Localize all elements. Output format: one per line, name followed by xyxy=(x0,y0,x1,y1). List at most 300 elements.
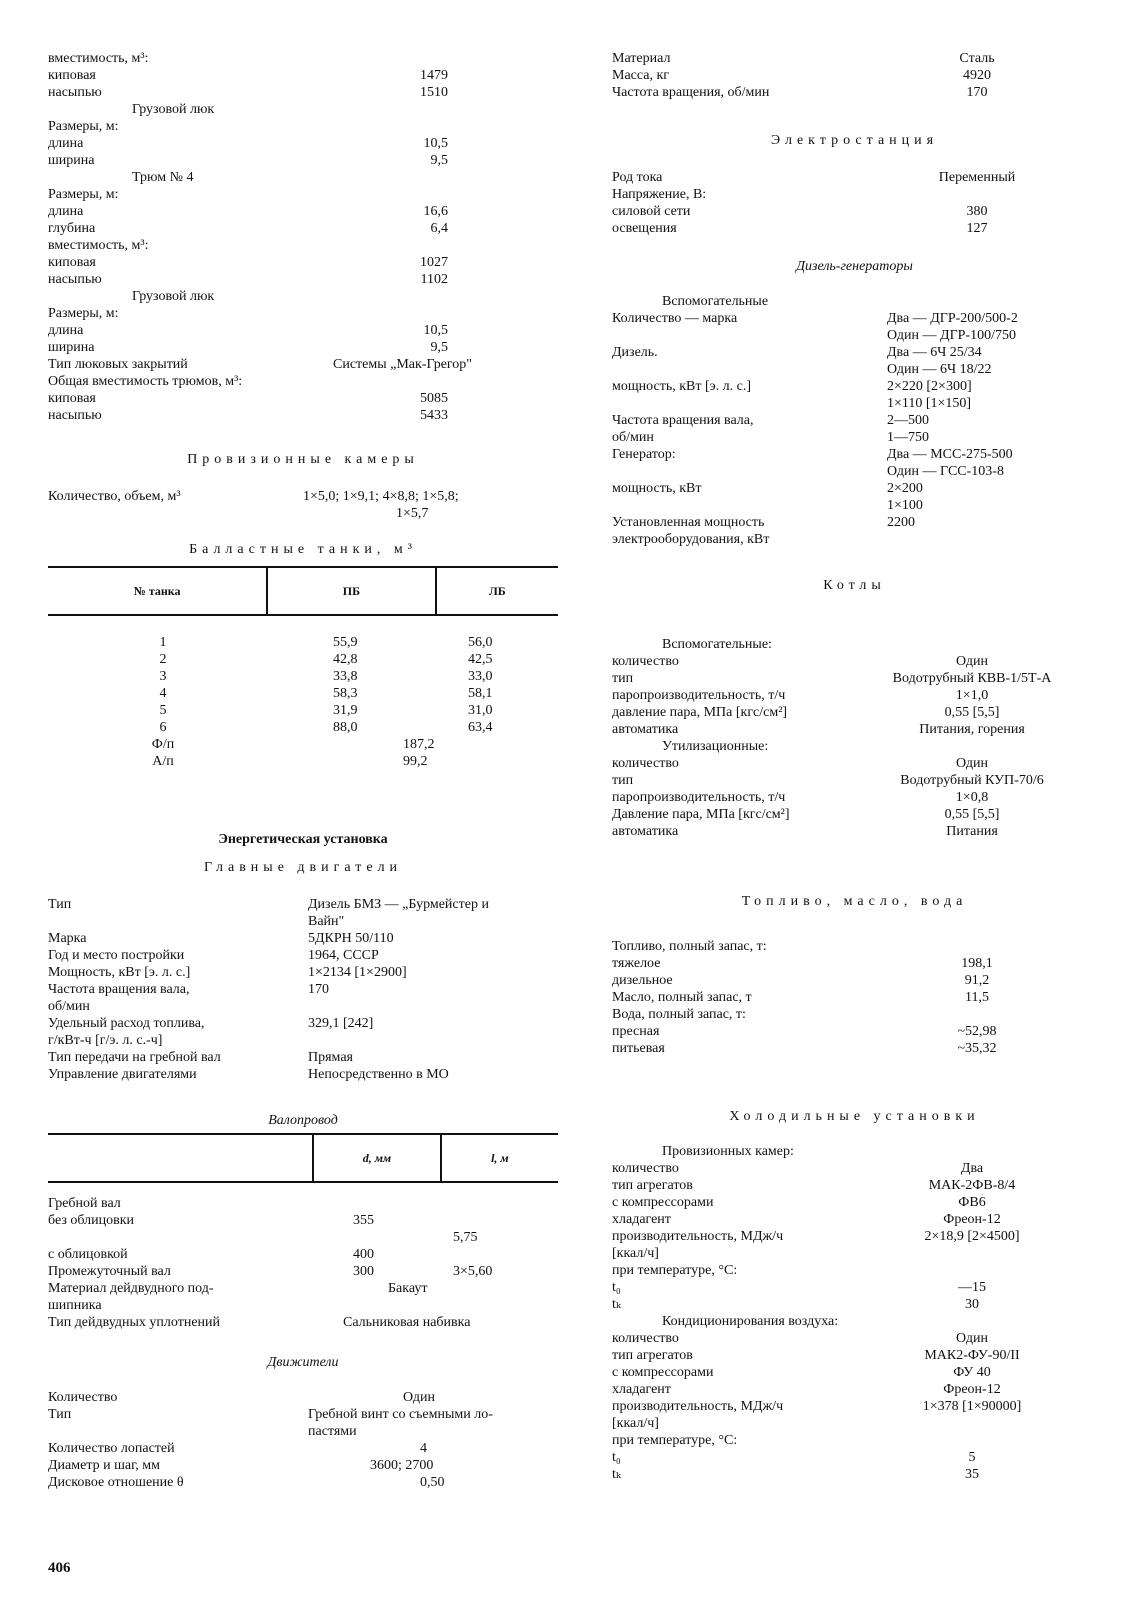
spec-label: количество xyxy=(612,654,679,669)
spec-row xyxy=(48,356,558,373)
spec-value: Фреон-12 xyxy=(943,1382,1001,1397)
section-title-power-plant: Электростанция xyxy=(770,133,939,148)
spec-row xyxy=(612,220,1097,237)
spec-value: 35 xyxy=(965,1467,979,1482)
fuel-block xyxy=(612,938,1097,1057)
tank-ps: 88,0 xyxy=(333,720,358,735)
subheading: Утилизационные: xyxy=(662,739,769,754)
shaft-label: Гребной вал xyxy=(48,1196,121,1211)
spec-label: количество xyxy=(612,756,679,771)
spec-value: 3600; 2700 xyxy=(370,1458,434,1473)
spec-label: Тип дейдвудных уплотнений xyxy=(48,1315,221,1330)
spec-row xyxy=(612,1211,1097,1228)
spec-row xyxy=(612,955,1097,972)
spec-label: автоматика xyxy=(612,722,679,737)
spec-label: дизельное xyxy=(612,973,673,988)
spec-label: хладагент xyxy=(612,1382,671,1397)
spec-value: Прямая xyxy=(308,1050,353,1065)
spec-value: Один — 6Ч 18/22 xyxy=(887,362,992,377)
spec-value: 4920 xyxy=(963,68,991,83)
spec-label: tₖ xyxy=(612,1467,621,1482)
spec-value: МАК-2ФВ-8/4 xyxy=(928,1178,1016,1193)
spec-row xyxy=(48,1440,558,1457)
spec-label: Тип передачи на гребной вал xyxy=(48,1050,221,1065)
spec-row xyxy=(612,1415,1097,1432)
spec-value: Один xyxy=(403,1390,436,1405)
spec-row xyxy=(48,998,558,1015)
spec-row xyxy=(612,310,1097,327)
spec-value: 30 xyxy=(965,1297,979,1312)
subheading: Грузовой люк xyxy=(132,289,215,304)
spec-label: Количество лопастей xyxy=(48,1441,175,1456)
spec-row xyxy=(612,687,1097,704)
spec-label: Материал xyxy=(612,51,671,66)
spec-label: питьевая xyxy=(612,1041,665,1056)
spec-label: Частота вращения вала, xyxy=(612,413,754,428)
spec-value: 329,1 [242] xyxy=(308,1016,374,1031)
spec-label: киповая xyxy=(48,391,96,406)
spec-row xyxy=(48,1280,558,1297)
spec-label: г/кВт-ч [г/э. л. с.-ч] xyxy=(48,1033,163,1048)
spec-label: Количество, объем, м³ xyxy=(48,489,181,504)
spec-value: Один — ДГР-100/750 xyxy=(887,328,1017,343)
spec-value: 5433 xyxy=(420,408,448,423)
generators-block xyxy=(612,293,1097,548)
spec-row xyxy=(48,1297,558,1314)
spec-value: 2200 xyxy=(887,515,915,530)
spec-value: 4 xyxy=(420,1441,427,1456)
section-title-engines: Главные двигатели xyxy=(203,860,403,875)
tank-ps: 58,3 xyxy=(333,686,358,701)
spec-row xyxy=(48,488,558,505)
spec-label: Частота вращения, об/мин xyxy=(612,85,770,100)
spec-label: вместимость, м³: xyxy=(48,238,149,253)
spec-label: при температуре, °С: xyxy=(612,1263,738,1278)
spec-label: Масло, полный запас, т xyxy=(612,990,752,1005)
spec-label: производительность, МДж/ч xyxy=(612,1399,784,1414)
spec-row xyxy=(48,203,558,220)
spec-value: 2×18,9 [2×4500] xyxy=(924,1229,1020,1244)
spec-label: Год и место постройки xyxy=(48,948,185,963)
spec-row xyxy=(612,327,1097,344)
spec-row xyxy=(612,704,1097,721)
section-title-ballast: Балластные танки, м³ xyxy=(189,542,417,557)
spec-row xyxy=(612,1177,1097,1194)
spec-label: тип xyxy=(612,773,634,788)
subheading: Провизионных камер: xyxy=(662,1144,794,1159)
spec-label: об/мин xyxy=(612,430,654,445)
spec-row xyxy=(612,1040,1097,1057)
tank-no: 6 xyxy=(159,720,167,735)
spec-label: тип агрегатов xyxy=(612,1178,693,1193)
spec-row xyxy=(48,254,558,271)
spec-row xyxy=(48,407,558,424)
section-title-fuel: Топливо, масло, вода xyxy=(741,894,968,909)
spec-value: Водотрубный КУП-70/6 xyxy=(900,773,1044,788)
spec-label: Размеры, м: xyxy=(48,306,119,321)
spec-value: ФВ6 xyxy=(958,1195,986,1210)
spec-row xyxy=(612,1432,1097,1449)
spec-value: 1×0,8 xyxy=(955,790,989,805)
section-title-propulsion: Движители xyxy=(267,1355,339,1370)
spec-label: паропроизводительность, т/ч xyxy=(612,790,786,805)
spec-row xyxy=(612,772,1097,789)
shaft-label: с облицовкой xyxy=(48,1247,128,1262)
section-title-boilers: Котлы xyxy=(823,578,886,593)
tank-no: 2 xyxy=(159,652,167,667)
spec-value: 0,50 xyxy=(420,1475,445,1490)
spec-label: вместимость, м³: xyxy=(48,51,149,66)
spec-row xyxy=(48,1474,558,1491)
spec-value: Вайн" xyxy=(308,914,345,929)
spec-value: 1×5,7 xyxy=(396,506,429,521)
spec-row xyxy=(612,378,1097,395)
spec-value: 6,4 xyxy=(430,221,448,236)
table-header-cell: № танка xyxy=(48,567,267,615)
table-row xyxy=(48,702,558,719)
left-column xyxy=(48,50,558,1491)
spec-row xyxy=(612,446,1097,463)
spec-row xyxy=(48,1389,558,1406)
spec-row xyxy=(612,1398,1097,1415)
subheading: Кондиционирования воздуха: xyxy=(662,1314,839,1329)
spec-label: Удельный расход топлива, xyxy=(48,1016,205,1031)
tank-ps: 42,8 xyxy=(333,652,358,667)
spec-label: Напряжение, В: xyxy=(612,187,707,202)
spec-label: длина xyxy=(48,323,84,338)
spec-row xyxy=(48,322,558,339)
spec-label: об/мин xyxy=(48,999,90,1014)
spec-row xyxy=(612,412,1097,429)
table-row xyxy=(48,634,558,651)
tank-no: 3 xyxy=(159,669,167,684)
spec-row xyxy=(612,721,1097,738)
shaft-table xyxy=(48,1133,558,1183)
spec-row xyxy=(612,463,1097,480)
spec-value: Один xyxy=(955,1331,989,1346)
spec-row xyxy=(612,806,1097,823)
tank-ls: 56,0 xyxy=(468,635,493,650)
spec-label: Материал дейдвудного под- xyxy=(48,1281,214,1296)
table-row xyxy=(48,668,558,685)
spec-label: количество xyxy=(612,1331,679,1346)
tank-no: 5 xyxy=(159,703,167,718)
spec-value: —15 xyxy=(958,1280,986,1295)
tank-ls: 31,0 xyxy=(468,703,493,718)
spec-row xyxy=(48,1032,558,1049)
spec-row xyxy=(48,947,558,964)
spec-row xyxy=(612,1194,1097,1211)
spec-row xyxy=(48,373,558,390)
shaft-row xyxy=(48,1263,558,1280)
spec-row xyxy=(612,514,1097,531)
ballast-table xyxy=(48,566,558,616)
spec-value: 1027 xyxy=(420,255,448,270)
spec-label: Тип xyxy=(48,1407,72,1422)
spec-row xyxy=(48,271,558,288)
table-row xyxy=(48,685,558,702)
spec-value: 11,5 xyxy=(965,990,989,1005)
spec-row xyxy=(612,1245,1097,1262)
spec-value: ~35,32 xyxy=(957,1041,997,1056)
spec-value: 380 xyxy=(966,204,988,219)
ballast-body xyxy=(48,634,558,770)
spec-label: длина xyxy=(48,204,84,219)
spec-row xyxy=(612,67,1097,84)
spec-label: Марка xyxy=(48,931,87,946)
spec-label: Размеры, м: xyxy=(48,119,119,134)
spec-label: ширина xyxy=(48,153,95,168)
shaft-d: 300 xyxy=(353,1264,374,1279)
spec-value: Фреон-12 xyxy=(943,1212,1001,1227)
spec-value: 1×5,0; 1×9,1; 4×8,8; 1×5,8; xyxy=(303,489,459,504)
subheading: Трюм № 4 xyxy=(132,170,194,185)
spec-label: Размеры, м: xyxy=(48,187,119,202)
spec-row xyxy=(612,361,1097,378)
shaft-row xyxy=(48,1212,558,1229)
spec-label: тип агрегатов xyxy=(612,1348,693,1363)
spec-label: насыпью xyxy=(48,85,102,100)
table-row xyxy=(48,719,558,736)
spec-row xyxy=(612,395,1097,412)
spec-row xyxy=(48,1049,558,1066)
shaft-l: 3×5,60 xyxy=(453,1264,493,1279)
spec-value: 0,55 [5,5] xyxy=(944,705,1000,720)
spec-value: Один xyxy=(955,756,989,771)
spec-row xyxy=(612,1228,1097,1245)
spec-value: Два — МСС-275-500 xyxy=(887,447,1013,462)
spec-value: Один xyxy=(955,654,989,669)
shaft-d: 355 xyxy=(353,1213,374,1228)
spec-row xyxy=(48,981,558,998)
shaft-label: Промежуточный вал xyxy=(48,1264,171,1279)
spec-row xyxy=(612,972,1097,989)
spec-row xyxy=(48,1015,558,1032)
spec-value: пастями xyxy=(308,1424,357,1439)
spec-label: [ккал/ч] xyxy=(612,1416,659,1431)
shaft-row xyxy=(48,1195,558,1212)
spec-value: 1479 xyxy=(420,68,448,83)
spec-label: Мощность, кВт [э. л. с.] xyxy=(48,965,191,980)
refrigeration-block xyxy=(612,1143,1097,1483)
spec-value: 2—500 xyxy=(887,413,929,428)
spec-label: tₖ xyxy=(612,1297,621,1312)
spec-row xyxy=(48,964,558,981)
spec-value: 1×378 [1×90000] xyxy=(922,1399,1022,1414)
spec-value: Бакаут xyxy=(388,1281,428,1296)
spec-row xyxy=(612,50,1097,67)
spec-label: Диаметр и шаг, мм xyxy=(48,1458,160,1473)
spec-label: Тип xyxy=(48,897,72,912)
spec-label: силовой сети xyxy=(612,204,691,219)
shaft-d: 400 xyxy=(353,1247,374,1262)
spec-row xyxy=(612,1347,1097,1364)
spec-value: 1102 xyxy=(420,272,448,287)
spec-row xyxy=(48,930,558,947)
tank-ls: 42,5 xyxy=(468,652,493,667)
spec-value: 91,2 xyxy=(964,973,990,988)
spec-row xyxy=(48,1457,558,1474)
spec-label: Тип люковых закрытий xyxy=(48,357,188,372)
spec-row xyxy=(612,789,1097,806)
spec-row xyxy=(612,1262,1097,1279)
tank-ps: 55,9 xyxy=(333,635,358,650)
spec-row xyxy=(612,84,1097,101)
tank-ls: 58,1 xyxy=(468,686,493,701)
spec-value: 1×2134 [1×2900] xyxy=(308,965,407,980)
spec-value: Гребной винт со съемными ло- xyxy=(308,1407,493,1422)
table-header-row xyxy=(48,567,558,615)
provision-block xyxy=(48,488,558,522)
spec-row xyxy=(612,1160,1097,1177)
spec-row xyxy=(612,823,1097,840)
spec-label: Установленная мощность xyxy=(612,515,765,530)
tank-ps: 33,8 xyxy=(333,669,358,684)
spec-row xyxy=(48,1066,558,1083)
section-title-shaft: Валопровод xyxy=(268,1113,338,1128)
table-row xyxy=(48,736,558,753)
spec-value: 5 xyxy=(968,1450,976,1465)
spec-label: тип xyxy=(612,671,634,686)
spec-value: Сальниковая набивка xyxy=(343,1315,471,1330)
table-header-cell xyxy=(48,1134,313,1182)
spec-label: киповая xyxy=(48,255,96,270)
spec-row xyxy=(48,1406,558,1423)
section-title-generators: Дизель-генераторы xyxy=(796,259,913,274)
spec-value: 5ДКРН 50/110 xyxy=(308,931,394,946)
spec-row xyxy=(48,186,558,203)
spec-row xyxy=(612,169,1097,186)
shaft-body xyxy=(48,1195,558,1331)
spec-row xyxy=(612,429,1097,446)
spec-label: паропроизводительность, т/ч xyxy=(612,688,786,703)
spec-label: t₀ xyxy=(612,1280,621,1295)
spec-value: 5085 xyxy=(420,391,448,406)
spec-row xyxy=(48,1423,558,1440)
spec-row xyxy=(48,505,558,522)
spec-value: ФУ 40 xyxy=(953,1365,991,1380)
spec-value: 2×220 [2×300] xyxy=(887,379,972,394)
spec-value: ~52,98 xyxy=(957,1024,997,1039)
spec-label: длина xyxy=(48,136,84,151)
spec-label: Генератор: xyxy=(612,447,676,462)
spec-label: электрооборудования, кВт xyxy=(612,532,770,547)
spec-row xyxy=(612,755,1097,772)
spec-row xyxy=(612,1006,1097,1023)
spec-label: Масса, кг xyxy=(612,68,670,83)
table-header-cell: d, мм xyxy=(313,1134,441,1182)
shaft-l: 5,75 xyxy=(453,1230,478,1245)
tank-no: 1 xyxy=(159,635,167,650)
spec-row xyxy=(48,50,558,67)
spec-value: 1—750 xyxy=(887,430,929,445)
spec-label: с компрессорами xyxy=(612,1195,714,1210)
propulsion-block xyxy=(48,1389,558,1491)
spec-row xyxy=(48,135,558,152)
spec-label: шипника xyxy=(48,1298,102,1313)
spec-value: 0,55 [5,5] xyxy=(944,807,1000,822)
spec-label: Дисковое отношение θ xyxy=(48,1475,184,1490)
spec-value: 198,1 xyxy=(961,956,993,971)
spec-label: Частота вращения вала, xyxy=(48,982,190,997)
spec-label: [ккал/ч] xyxy=(612,1246,659,1261)
spec-row xyxy=(612,186,1097,203)
boilers-block xyxy=(612,636,1097,840)
spec-row xyxy=(612,1296,1097,1313)
spec-label: пресная xyxy=(612,1024,660,1039)
spec-value: 2×200 xyxy=(887,481,923,496)
spec-value: 127 xyxy=(966,221,988,236)
spec-label: Топливо, полный запас, т: xyxy=(612,939,767,954)
spec-row xyxy=(612,531,1097,548)
tank-total: 187,2 xyxy=(403,737,435,752)
spec-row xyxy=(612,1466,1097,1483)
spec-value: Два xyxy=(960,1161,984,1176)
spec-value: Переменный xyxy=(938,170,1016,185)
engines-block xyxy=(48,896,558,1083)
spec-label: Вода, полный запас, т: xyxy=(612,1007,746,1022)
spec-value: 1510 xyxy=(420,85,448,100)
spec-label: глубина xyxy=(48,221,96,236)
spec-label: производительность, МДж/ч xyxy=(612,1229,784,1244)
spec-row xyxy=(612,344,1097,361)
section-title-energy: Энергетическая установка xyxy=(218,832,388,847)
spec-row xyxy=(612,497,1097,514)
shaft-label: без облицовки xyxy=(48,1213,135,1228)
spec-value: 16,6 xyxy=(423,204,448,219)
spec-row xyxy=(612,1381,1097,1398)
spec-row xyxy=(48,339,558,356)
spec-value: 170 xyxy=(966,85,988,100)
spec-row xyxy=(48,84,558,101)
spec-label: количество xyxy=(612,1161,679,1176)
spec-value: Непосредственно в МО xyxy=(308,1067,449,1082)
table-row xyxy=(48,651,558,668)
spec-label: мощность, кВт [э. л. с.] xyxy=(612,379,751,394)
tank-ps: 31,9 xyxy=(333,703,358,718)
right-column xyxy=(612,50,1097,1483)
spec-row xyxy=(612,653,1097,670)
table-header-cell: ЛБ xyxy=(436,567,558,615)
tank-ls: 63,4 xyxy=(468,720,493,735)
spec-row xyxy=(612,989,1097,1006)
section-title-provision: Провизионные камеры xyxy=(187,452,419,467)
spec-value: 9,5 xyxy=(430,153,448,168)
spec-value: 170 xyxy=(308,982,329,997)
spec-row xyxy=(48,152,558,169)
tank-total: 99,2 xyxy=(403,754,428,769)
tank-ls: 33,0 xyxy=(468,669,493,684)
spec-label: насыпью xyxy=(48,272,102,287)
spec-value: Питания, горения xyxy=(919,722,1025,737)
spec-label: хладагент xyxy=(612,1212,671,1227)
spec-value: 9,5 xyxy=(430,340,448,355)
tank-no: 4 xyxy=(159,686,167,701)
table-row xyxy=(48,753,558,770)
spec-value: Системы „Мак-Грегор" xyxy=(333,357,473,372)
spec-label: давление пара, МПа [кгс/см²] xyxy=(612,705,788,720)
tank-no: А/п xyxy=(152,754,174,769)
table-header-row xyxy=(48,1134,558,1182)
spec-row xyxy=(48,67,558,84)
spec-value: Дизель БМЗ — „Бурмейстер и xyxy=(308,897,489,912)
spec-row xyxy=(612,203,1097,220)
spec-label: насыпью xyxy=(48,408,102,423)
spec-value: Два — ДГР-200/500-2 xyxy=(887,311,1018,326)
spec-value: Сталь xyxy=(959,51,995,66)
spec-label: мощность, кВт xyxy=(612,481,702,496)
spec-label: Род тока xyxy=(612,170,663,185)
